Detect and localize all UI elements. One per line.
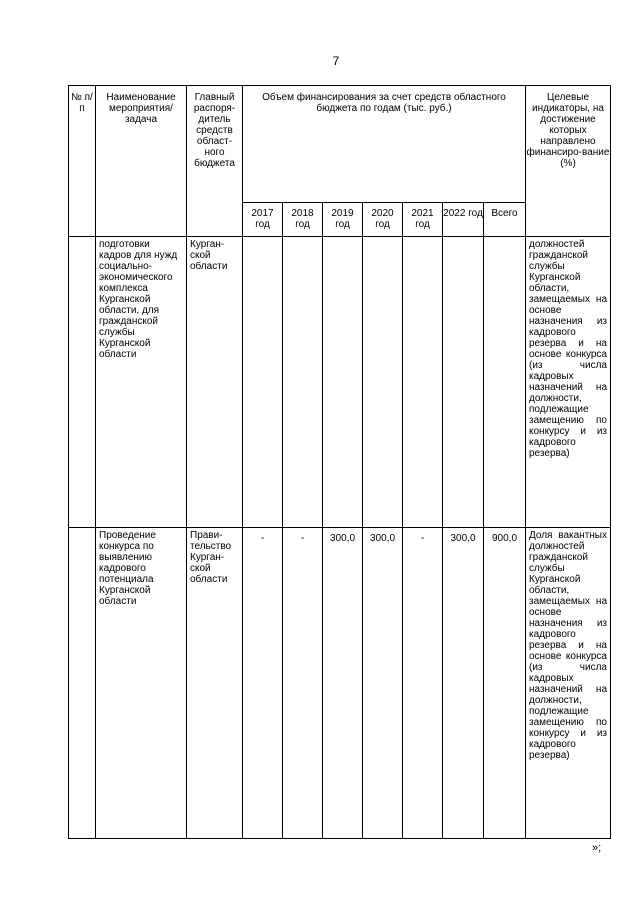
year-2017: 2017 год	[243, 203, 283, 237]
value-total: 900,0	[484, 528, 526, 839]
value-2018	[283, 237, 323, 528]
value-2017	[243, 237, 283, 528]
header-indicators: Целевые индикаторы, на достижение которых направлено финансиро-вание (%)	[526, 86, 611, 237]
row-num	[69, 528, 96, 839]
value-2020: 300,0	[363, 528, 403, 839]
row-name: подготовки кадров для нужд социально-экономического комплекса Курганской области, для гражданской службы Курганской области	[96, 237, 187, 528]
header-name: Наименование мероприятия/ задача	[96, 86, 187, 237]
header-num: № п/п	[69, 86, 96, 237]
funding-table	[68, 85, 611, 839]
table-row	[69, 528, 611, 839]
row-manager: Прави-тельство Курган-ской области	[187, 528, 243, 839]
row-num	[69, 237, 96, 528]
value-2022: 300,0	[443, 528, 484, 839]
value-total	[484, 237, 526, 528]
value-2021	[403, 237, 443, 528]
header-funding: Объем финансирования за счет средств областного бюджета по годам (тыс. руб.)	[243, 86, 526, 203]
year-total: Всего	[484, 203, 526, 237]
year-2019: 2019 год	[323, 203, 363, 237]
closing-quote-mark: »;	[592, 842, 602, 854]
value-2018: -	[283, 528, 323, 839]
table-row	[69, 237, 611, 528]
value-2019	[323, 237, 363, 528]
value-2019: 300,0	[323, 528, 363, 839]
value-2020	[363, 237, 403, 528]
year-2021: 2021 год	[403, 203, 443, 237]
year-2018: 2018 год	[283, 203, 323, 237]
row-name: Проведение конкурса по выявлению кадрового потенциала Курганской области	[96, 528, 187, 839]
value-2017: -	[243, 528, 283, 839]
year-2020: 2020 год	[363, 203, 403, 237]
header-manager: Главный распоря-дитель средств област-ного бюджета	[187, 86, 243, 237]
page-number: 7	[332, 54, 340, 68]
row-indicator: Доля вакантных должностей гражданской службы Курганской области, замещаемых на основе назначения из кадрового резерва и на основе конкурса (из числа кадровых назначений на должности, подлежащие замещению по конкурсу и из кадрового резерва)	[526, 528, 611, 839]
header-row	[69, 86, 611, 203]
row-manager: Курган-ской области	[187, 237, 243, 528]
year-2022: 2022 год	[443, 203, 484, 237]
value-2022	[443, 237, 484, 528]
value-2021: -	[403, 528, 443, 839]
row-indicator: должностей гражданской службы Курганской области, замещаемых на основе назначения из кадрового резерва и на основе конкурса (из числа кадровых назначений на должности, подлежащие замещению по конкурсу и из кадрового резерва)	[526, 237, 611, 528]
